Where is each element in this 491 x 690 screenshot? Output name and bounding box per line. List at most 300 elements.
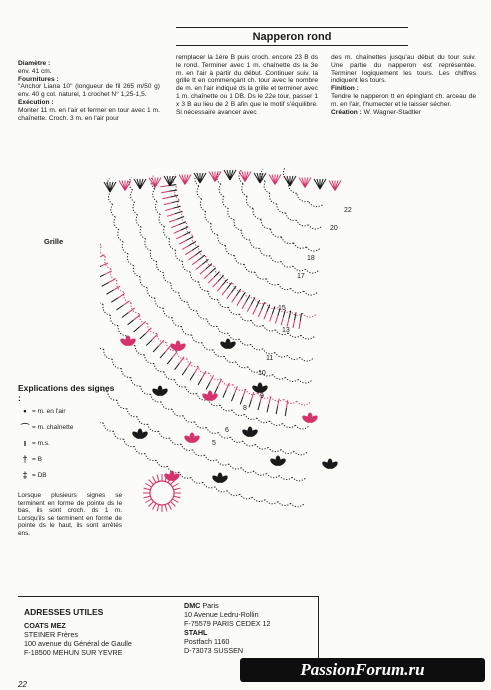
treble-stitch (190, 373, 194, 380)
round-number: 20 (330, 225, 338, 232)
treble-stitch (177, 217, 185, 220)
chain-arc (231, 437, 243, 442)
treble-stitch (171, 225, 178, 228)
chain-arc (281, 450, 294, 454)
treble-stitch (258, 310, 261, 317)
round-number: 10 (258, 370, 266, 377)
chain-arc (220, 405, 232, 411)
ring-treble (157, 475, 159, 482)
chain-arc (157, 262, 164, 273)
chain-arc (297, 193, 309, 201)
chain-arc (131, 303, 139, 314)
diametre-text: env. 41 cm. (18, 67, 52, 75)
treble-stitch (167, 358, 172, 364)
chart-arcs (100, 168, 323, 507)
chain-arc (228, 333, 239, 340)
chain-arc (306, 269, 319, 273)
chain-arc (122, 242, 128, 254)
chain-arc (131, 190, 135, 203)
treble-stitch (269, 397, 271, 405)
ring-treble (168, 503, 172, 509)
chain-arc (250, 240, 260, 248)
chain-arc (183, 416, 195, 423)
treble-stitch (175, 211, 183, 213)
treble-stitch (194, 367, 198, 374)
chain-arc (148, 424, 159, 431)
treble-stitch (199, 255, 205, 260)
treble-stitch (134, 327, 140, 332)
treble-stitch (251, 392, 253, 400)
chain-arc (136, 215, 141, 227)
treble-stitch (293, 320, 295, 328)
chain-arc (192, 335, 203, 343)
chain-arc (124, 439, 135, 447)
treble-stitch (173, 206, 181, 208)
treble-stitch (226, 383, 229, 390)
treble-stitch (122, 313, 128, 318)
ring-treble (171, 502, 176, 507)
execution-heading: Exécution : (18, 98, 54, 106)
chain-stitch-icon: • (23, 406, 27, 416)
treble-stitch (275, 316, 277, 324)
chain-arc (172, 409, 183, 416)
chain-arc (127, 254, 133, 266)
treble-icon: † (22, 454, 28, 464)
treble-stitch (210, 268, 216, 274)
treble-stitch (101, 263, 108, 266)
chain-arc (246, 197, 253, 209)
treble-stitch (295, 312, 297, 320)
round-number: 9 (260, 393, 264, 400)
col3-text: des m. chaînettes jusqu'au début du tour suiv. Une partie du napperon est représentée. Terminer logiquement les tours. Les chiffres indiquent les tours. (331, 54, 476, 85)
chain-arc (157, 333, 167, 342)
treble-stitch (240, 397, 243, 405)
stitch-note: Lorsque plusieurs signes se terminent en forme de pointe ds le bas, ils sont croch. ds 1 m. Lorsqu'ils se terminent en forme de pointe ds le haut, ils sont arrêtés ens. (18, 492, 122, 537)
treble-stitch (189, 241, 196, 245)
treble-stitch (299, 321, 300, 329)
chain-arc (208, 291, 218, 300)
chain-arc (182, 261, 190, 272)
round-number: 5 (212, 440, 216, 447)
chain-arc (255, 272, 266, 279)
treble-stitch (161, 191, 169, 192)
legend-item: ı = m.s. (18, 435, 118, 451)
chain-arc (215, 487, 227, 492)
ring-treble (172, 499, 178, 503)
chain-arc (159, 431, 170, 438)
chain-arc (175, 187, 179, 200)
legend (18, 383, 118, 483)
treble-stitch (100, 247, 102, 250)
treble-stitch (118, 294, 125, 298)
chain-arc (291, 503, 304, 507)
chain-arc (111, 204, 116, 217)
treble-stitch (169, 219, 177, 222)
chain-arc (254, 471, 267, 475)
chain-arc (109, 192, 113, 205)
chain-arc (163, 308, 172, 317)
treble-stitch (153, 346, 158, 352)
treble-stitch (116, 305, 123, 310)
double-treble-icon: ‡ (22, 470, 28, 480)
chain-arc (251, 344, 263, 350)
chain-arc (218, 235, 226, 246)
ring-treble (153, 477, 157, 483)
chain-arc (264, 182, 270, 194)
treble-stitch (179, 357, 184, 364)
chain-arc (224, 356, 236, 362)
treble-stitch (214, 272, 220, 278)
treble-stitch (202, 371, 206, 378)
chain-arc (172, 318, 181, 327)
diametre-heading: Diamètre : (18, 60, 51, 67)
title-bar (176, 27, 408, 46)
treble-stitch (159, 340, 164, 346)
ring-treble (172, 484, 178, 488)
instructions-column-1 (18, 60, 160, 122)
chain-arc (100, 232, 101, 245)
chain-arc (218, 300, 229, 308)
chain-arc (179, 472, 191, 478)
chain-arc (281, 262, 293, 268)
chain-arc (169, 239, 176, 251)
ring-treble (149, 480, 154, 485)
execution-text: Monter 11 m. en l'air et fermer en tour avec 1 m. chaînette. Croch. 3 m. en l'air pour (18, 106, 160, 122)
chain-arc (261, 219, 271, 229)
treble-stitch (187, 362, 192, 369)
chain-arc (260, 248, 271, 255)
chain-arc (131, 378, 141, 387)
treble-stitch (179, 240, 186, 244)
chain-arc (284, 399, 297, 403)
legend-title: Explications des signes : (18, 383, 115, 403)
legend-item: ⌒ = m. chaînette (18, 419, 118, 435)
chain-arc (199, 282, 208, 291)
chain-arc (203, 482, 215, 487)
round-number: 8 (243, 405, 247, 412)
chain-arc (134, 447, 145, 454)
chain-arc (236, 362, 248, 368)
treble-stitch (223, 390, 226, 397)
addresses-heading: ADRESSES UTILES (24, 607, 104, 617)
address-dmc-stahl: DMC Paris 10 Avenue Ledru-Rollin F-75579 PARIS CEDEX 12 STAHL Postfach 1160 D-73073 SUSSEN (184, 601, 271, 655)
starting-ring (150, 481, 174, 505)
chain-arc (118, 326, 126, 336)
chain-arc (121, 369, 130, 378)
chain-arc (297, 220, 309, 226)
chain-arc (271, 397, 284, 401)
treble-stitch (181, 227, 188, 230)
chain-arc (240, 314, 252, 321)
chain-arc (309, 225, 322, 229)
creation-heading: Création : (331, 108, 362, 116)
legend-item: • = m. en l'air (18, 403, 118, 419)
treble-stitch (200, 269, 206, 274)
ring-treble (157, 505, 159, 512)
watermark-text: PassionForum.ru (300, 660, 425, 679)
treble-stitch (289, 311, 291, 319)
grille-label: Grille (44, 237, 64, 246)
chain-arc (170, 438, 181, 445)
treble-stitch (270, 314, 273, 322)
chain-arc (271, 229, 282, 237)
treble-stitch (192, 246, 199, 250)
slip-stitch-icon: ⌒ (20, 422, 30, 433)
chain-arc (139, 314, 148, 324)
treble-stitch (182, 369, 187, 376)
chain-arc (243, 441, 256, 446)
ring-treble (174, 488, 181, 490)
chain-arc (234, 220, 241, 231)
chain-arc (127, 409, 137, 417)
treble-stitch (175, 363, 180, 369)
treble-stitch (140, 322, 146, 327)
treble-stitch (232, 394, 235, 402)
chain-arc (242, 230, 250, 240)
chain-arc (140, 227, 146, 239)
chain-arc (268, 447, 281, 451)
round-number: 11 (266, 355, 274, 362)
ring-treble (146, 484, 152, 488)
chain-arc (207, 428, 219, 434)
chain-arc (159, 214, 164, 226)
chain-arc (270, 421, 283, 425)
chain-arc (141, 386, 151, 394)
chain-arc (193, 450, 205, 456)
chain-arc (140, 277, 147, 288)
chain-arc (176, 351, 187, 359)
treble-stitch (218, 379, 222, 386)
ring-treble (144, 488, 151, 490)
chain-arc (110, 315, 118, 326)
treble-stitch (146, 340, 152, 346)
page-title: Napperon rond (252, 30, 332, 43)
treble-stitch (287, 319, 289, 327)
ring-treble (174, 496, 181, 498)
treble-stitch (100, 266, 101, 269)
round-number: 15 (278, 305, 286, 312)
chain-arc (175, 380, 186, 387)
chain-arc (217, 460, 229, 465)
chain-arc (219, 184, 224, 196)
treble-stitch (100, 255, 105, 258)
treble-stitch (267, 405, 269, 413)
treble-stitch (169, 190, 177, 191)
chain-arc (309, 202, 323, 207)
fournitures-text: "Anchor Liana 10" (longueur de fil 265 m/50 g) env. 40 g col. naturel, 1 crochet N° 1,25-1,5. (18, 83, 160, 99)
chain-arc (292, 477, 305, 481)
chain-arc (179, 293, 188, 302)
chain-arc (150, 251, 157, 262)
chain-arc (202, 343, 213, 350)
chain-arc (200, 199, 205, 212)
chain-arc (147, 288, 155, 299)
chain-arc (215, 267, 224, 276)
creation-text: W. Wagner-Stadtler (363, 108, 421, 116)
treble-stitch (111, 298, 118, 302)
treble-stitch (276, 406, 278, 414)
chain-arc (190, 272, 199, 282)
chain-arc (245, 414, 258, 419)
chart-fans (100, 170, 341, 512)
chain-arc (306, 247, 319, 251)
chain-arc (291, 288, 304, 293)
treble-stitch (213, 281, 219, 287)
chain-arc (211, 224, 218, 235)
treble-stitch (287, 400, 288, 408)
chain-arc (283, 424, 296, 428)
treble-stitch (232, 296, 237, 303)
treble-stitch (170, 195, 178, 197)
chain-arc (286, 377, 299, 381)
treble-stitch (102, 282, 109, 286)
treble-stitch (300, 313, 301, 321)
chain-arc (100, 339, 104, 349)
treble-stitch (249, 400, 251, 408)
chain-arc (213, 350, 224, 357)
round-number: 18 (307, 255, 315, 262)
chain-arc (256, 445, 269, 450)
treble-stitch (243, 389, 246, 397)
chain-arc (288, 333, 301, 337)
chain-arc (104, 349, 113, 359)
treble-stitch (105, 271, 112, 275)
chain-arc (297, 401, 310, 405)
chain-arc (229, 464, 242, 469)
chain-arc (156, 460, 167, 467)
chain-arc (296, 425, 309, 429)
chain-arc (239, 339, 251, 345)
chain-arc (205, 455, 217, 461)
treble-stitch (189, 255, 196, 260)
chain-arc (282, 237, 294, 244)
treble-stitch (206, 382, 210, 389)
treble-stitch (215, 387, 218, 394)
chain-arc (223, 197, 229, 209)
treble-stitch (204, 273, 210, 278)
treble-stitch (182, 245, 189, 249)
chain-arc (209, 373, 221, 380)
treble-stitch (251, 298, 255, 305)
chain-arc (299, 379, 312, 383)
chain-arc (278, 284, 291, 289)
treble-stitch (174, 230, 181, 233)
chain-arc (188, 302, 197, 311)
chain-arc (278, 502, 291, 506)
treble-stitch (176, 235, 183, 239)
chain-arc (242, 184, 247, 197)
instructions-column-2: remplacer la 1ère B puis croch. encore 23 B ds le rond. Terminer avec 1 m. chaînette ds la 3e m. en l'air à partir du début. Continuer suiv. la grille tt en commençant ch. tour avec le nombre de m. en l'air indiqué ds la grille et terminer avec 1 m. chaînette ou 1 DB. Ds le 22e tour, passer 1 x 3 B au lieu de 2 B afin que le motif s'équilibre. Si nécessaire avancer avec (176, 54, 318, 116)
treble-stitch (100, 274, 105, 278)
treble-stitch (247, 305, 251, 312)
chain-arc (270, 193, 277, 204)
chain-arc (244, 264, 255, 272)
chain-arc (226, 246, 235, 256)
chain-arc (144, 355, 154, 364)
treble-stitch (218, 275, 223, 281)
chain-arc (145, 454, 156, 461)
chain-arc (155, 202, 160, 215)
chain-arc (217, 326, 228, 333)
chain-arc (181, 444, 193, 450)
treble-stitch (227, 292, 232, 299)
treble-stitch (106, 290, 113, 294)
single-crochet-icon: ı (23, 438, 27, 448)
chain-arc (191, 478, 203, 484)
treble-stitch (253, 307, 256, 314)
chain-arc (195, 422, 207, 428)
chain-arc (275, 353, 288, 358)
chain-arc (164, 227, 170, 239)
chain-arc (117, 400, 127, 408)
chain-arc (270, 256, 281, 262)
treble-stitch (152, 334, 158, 340)
round-number: 22 (344, 207, 352, 214)
treble-stitch (165, 346, 170, 352)
legend-item: † = B (18, 451, 118, 467)
page-number: 22 (18, 680, 27, 689)
chain-arc (251, 320, 263, 326)
treble-stitch (237, 299, 241, 306)
chain-arc (294, 243, 307, 248)
chain-arc (233, 385, 245, 391)
finition-heading: Finition : (331, 85, 359, 93)
treble-stitch (217, 285, 222, 291)
treble-stitch (241, 292, 245, 299)
treble-stitch (242, 302, 246, 309)
chain-arc (253, 497, 266, 501)
chain-arc (221, 379, 233, 385)
treble-stitch (236, 289, 241, 296)
chain-arc (303, 313, 316, 317)
chain-arc (114, 217, 119, 230)
treble-stitch (164, 203, 172, 205)
chart-round-numbers (212, 207, 352, 447)
treble-stitch (123, 301, 130, 306)
round-number: 13 (282, 327, 290, 334)
chain-arc (301, 335, 314, 339)
chain-arc (293, 266, 305, 271)
chain-arc (137, 417, 148, 425)
chain-arc (133, 266, 140, 277)
chain-arc (175, 250, 182, 261)
round-number: 6 (225, 427, 229, 434)
treble-stitch (278, 399, 280, 407)
chain-arc (304, 291, 317, 295)
chain-arc (163, 273, 171, 283)
treble-stitch (272, 306, 275, 314)
chain-arc (100, 293, 103, 304)
treble-stitch (167, 214, 175, 217)
treble-stitch (172, 352, 177, 358)
chain-arc (288, 355, 301, 359)
chain-arc (227, 491, 240, 496)
treble-stitch (256, 300, 260, 307)
instructions-column-3 (331, 54, 476, 116)
chain-arc (266, 279, 278, 285)
chain-arc (273, 375, 286, 380)
chain-arc (280, 476, 293, 480)
chain-arc (145, 239, 151, 251)
chain-arc (171, 283, 179, 293)
ring-treble (153, 503, 157, 509)
chain-arc (263, 349, 275, 354)
treble-stitch (281, 317, 283, 325)
treble-stitch (162, 197, 170, 199)
fournitures-heading: Fournitures : (18, 75, 59, 83)
ring-treble (144, 496, 151, 498)
treble-stitch (185, 250, 192, 254)
